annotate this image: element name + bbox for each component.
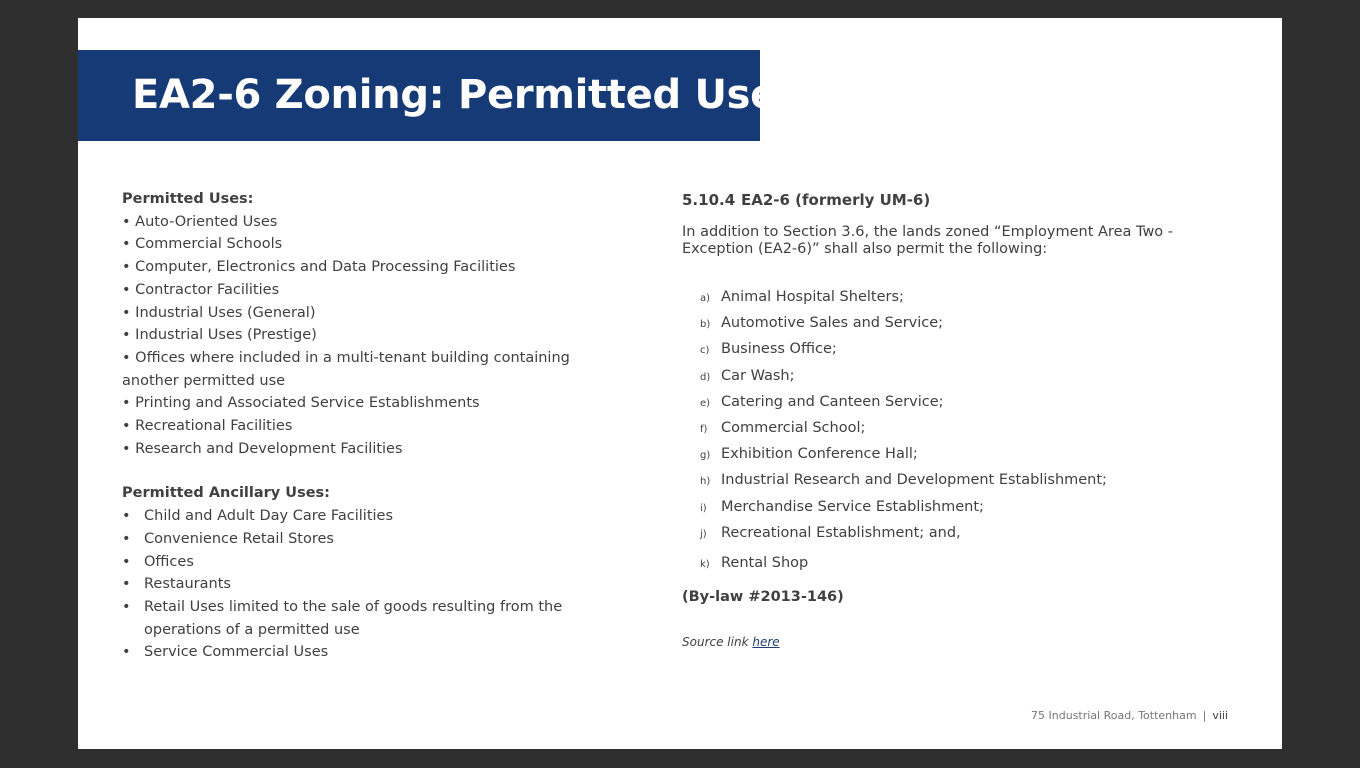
item-text: Catering and Canteen Service; [721, 393, 944, 410]
bullet: • [122, 553, 131, 570]
item-text: Recreational Establishment; and, [721, 524, 961, 541]
clause-number: 5.10.4 [682, 191, 736, 209]
ancillary-use-text: Restaurants [144, 576, 231, 593]
source-prefix: Source link [682, 635, 753, 650]
item-letter: d) [700, 371, 711, 383]
bylaw-reference: (By-law #2013-146) [682, 589, 844, 606]
ancillary-use-text: Child and Adult Day Care Facilities [144, 508, 394, 525]
right-column [682, 188, 1222, 649]
lettered-item [682, 341, 1222, 367]
ancillary-use-item [122, 551, 592, 574]
item-letter: c) [700, 345, 710, 357]
ancillary-uses-list [122, 505, 592, 664]
slide-footer [1031, 709, 1228, 722]
item-letter: i) [700, 502, 707, 514]
permitted-use-item: • Industrial Uses (General) [122, 304, 316, 321]
ancillary-uses-heading: Permitted Ancillary Uses: [122, 485, 330, 502]
page-number: viii [1212, 709, 1228, 722]
ancillary-use-text: Retail Uses limited to the sale of goods resulting from the operations of a permitted use [144, 598, 563, 638]
item-text: Business Office; [721, 341, 837, 358]
permitted-uses-heading: Permitted Uses: [122, 191, 254, 207]
item-letter: f) [700, 423, 708, 435]
item-letter: b) [700, 319, 711, 331]
item-text: Commercial School; [721, 419, 866, 436]
lettered-item [682, 525, 1222, 551]
footer-separator: | [1202, 709, 1207, 722]
item-letter: h) [700, 476, 711, 488]
lettered-item [682, 555, 1222, 581]
ancillary-use-item [122, 596, 592, 641]
permitted-list [682, 289, 1222, 581]
ancillary-use-item [122, 641, 592, 664]
item-text: Rental Shop [721, 554, 809, 571]
source-line [682, 635, 1222, 649]
item-text: Merchandise Service Establishment; [721, 498, 984, 515]
lettered-item [682, 472, 1222, 498]
ancillary-use-text: Service Commercial Uses [144, 644, 329, 661]
slide-title: EA2-6 Zoning: Permitted Uses [132, 72, 801, 118]
lettered-item [682, 420, 1222, 446]
ancillary-use-item [122, 528, 592, 551]
clause-intro: In addition to Section 3.6, the lands zoned “Employment Area Two - Exception (EA2-6)” shall also permit the following: [682, 224, 1174, 257]
spacer [122, 460, 592, 482]
permitted-uses-list [122, 211, 592, 461]
item-text: Animal Hospital Shelters; [721, 289, 904, 305]
bullet: • [122, 576, 131, 593]
lettered-item [682, 368, 1222, 394]
lettered-item [682, 499, 1222, 525]
item-letter: g) [700, 450, 711, 462]
bullet: • [122, 598, 131, 615]
clause-heading [682, 188, 1222, 212]
ancillary-use-item [122, 505, 592, 528]
item-letter: k) [700, 558, 710, 570]
ancillary-use-text: Convenience Retail Stores [144, 530, 334, 547]
item-text: Industrial Research and Development Establishment; [721, 472, 1107, 489]
item-text: Car Wash; [721, 367, 795, 384]
title-banner [78, 50, 801, 141]
footer-address: 75 Industrial Road, Tottenham [1031, 709, 1197, 722]
permitted-use-item: • Offices where included in a multi-tenant building containing another permitted use [122, 349, 570, 389]
bullet: • [122, 644, 131, 661]
permitted-use-item: • Printing and Associated Service Establishments [122, 395, 480, 412]
source-link[interactable]: here [752, 635, 780, 650]
lettered-item [682, 446, 1222, 472]
ancillary-use-item [122, 573, 592, 596]
item-text: Exhibition Conference Hall; [721, 446, 918, 463]
lettered-item [682, 289, 1222, 315]
left-column [122, 188, 592, 664]
item-letter: j) [700, 528, 707, 540]
ancillary-use-text: Offices [144, 553, 194, 570]
permitted-use-item: • Commercial Schools [122, 236, 283, 253]
permitted-use-item: • Auto-Oriented Uses [122, 213, 278, 230]
permitted-use-item: • Industrial Uses (Prestige) [122, 327, 317, 344]
permitted-use-item: • Contractor Facilities [122, 281, 280, 298]
item-text: Automotive Sales and Service; [721, 315, 944, 332]
permitted-use-item: • Computer, Electronics and Data Processing Facilities [122, 259, 516, 276]
slide [78, 18, 1282, 749]
permitted-use-item: • Recreational Facilities [122, 418, 293, 435]
lettered-item [682, 315, 1222, 341]
bullet: • [122, 508, 131, 525]
item-letter: a) [700, 293, 711, 304]
item-letter: e) [700, 397, 711, 409]
permitted-use-item: • Research and Development Facilities [122, 440, 403, 457]
bullet: • [122, 530, 131, 547]
lettered-item [682, 394, 1222, 420]
clause-title: EA2-6 (formerly UM-6) [741, 191, 931, 209]
